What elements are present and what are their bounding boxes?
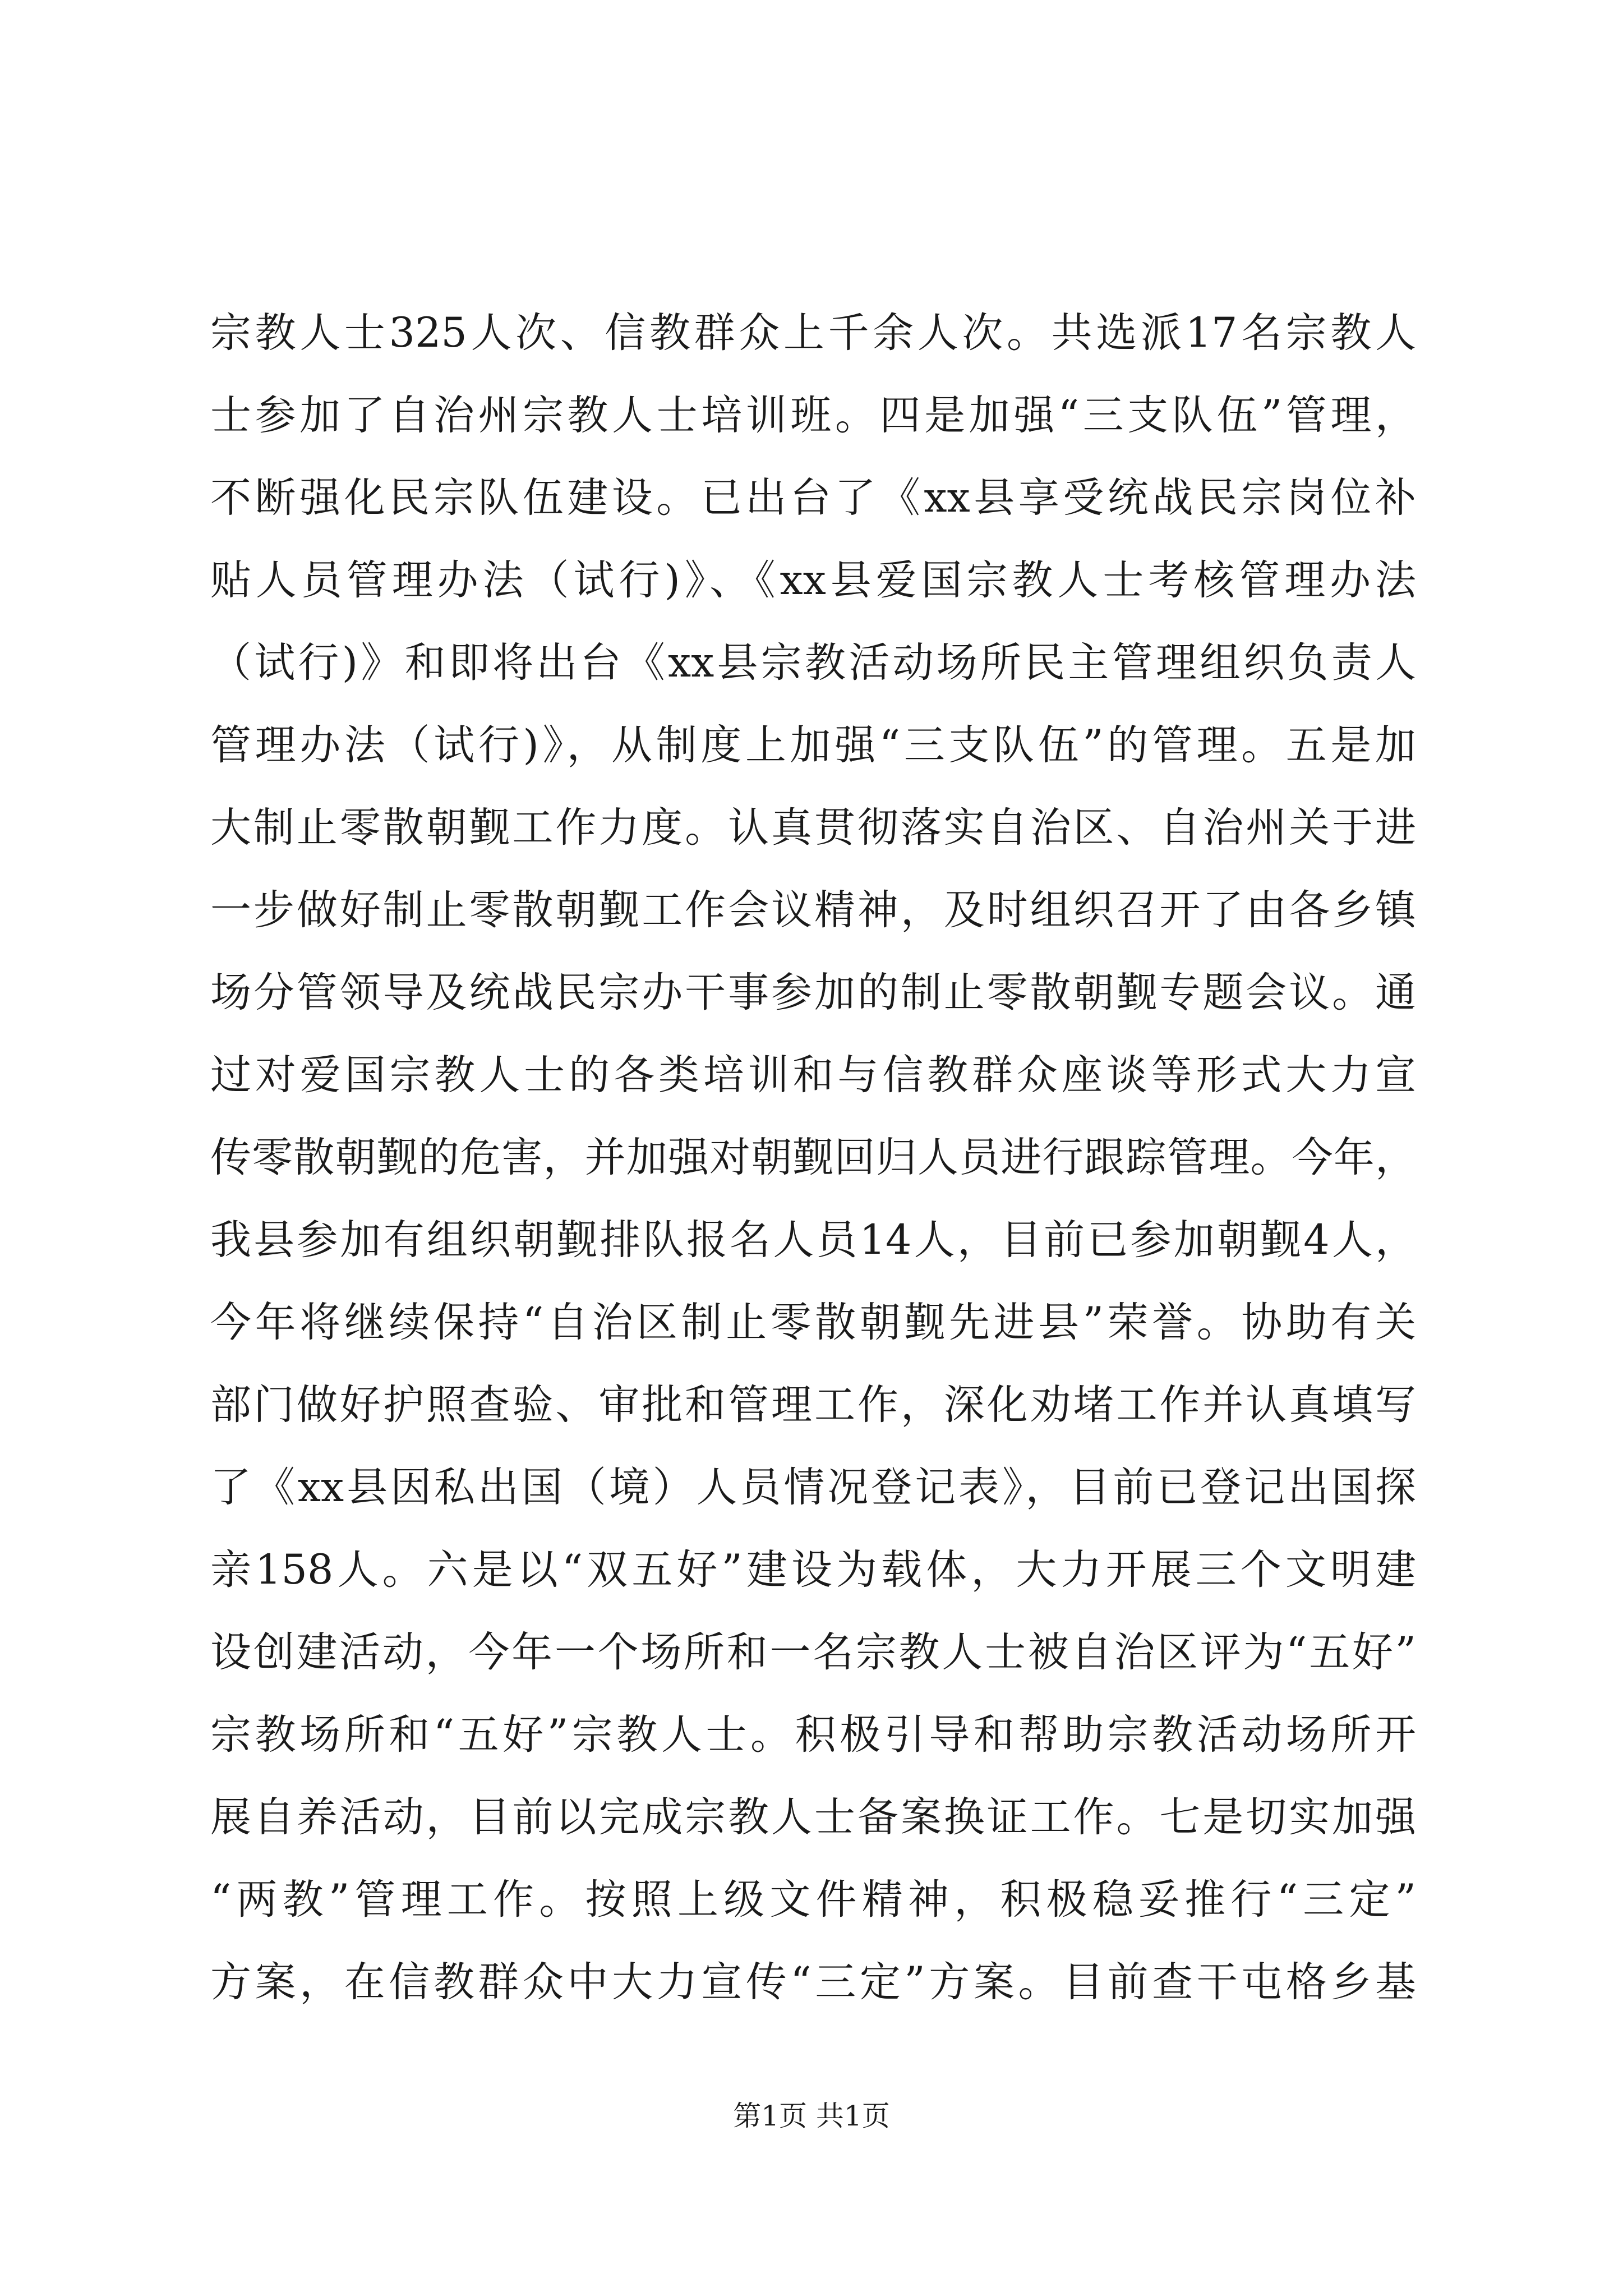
text-line: 贴人员管理办法（试行)》、《xx县爱国宗教人士考核管理办法 [210,556,1416,604]
text-line: 士参加了自治州宗教人士培训班。四是加强“三支队伍”管理， [210,392,1416,439]
text-line: 部门做好护照查验、审批和管理工作，深化劝堵工作并认真填写 [210,1381,1416,1429]
text-line: 管理办法（试行)》，从制度上加强“三支队伍”的管理。五是加 [210,721,1416,769]
text-line: 宗教人士325人次、信教群众上千余人次。共选派17名宗教人 [210,309,1416,357]
text-line: 展自养活动，目前以完成宗教人士备案换证工作。七是切实加强 [210,1793,1416,1841]
text-line: 传零散朝觐的危害，并加强对朝觐回归人员进行跟踪管理。今年， [210,1134,1416,1181]
text-line: 大制止零散朝觐工作力度。认真贯彻落实自治区、自治州关于进 [210,804,1416,852]
text-line: 设创建活动，今年一个场所和一名宗教人士被自治区评为“五好” [210,1628,1416,1676]
text-line: 宗教场所和“五好”宗教人士。积极引导和帮助宗教活动场所开 [210,1711,1416,1759]
text-line: 过对爱国宗教人士的各类培训和与信教群众座谈等形式大力宣 [210,1051,1416,1099]
text-line: 了《xx县因私出国（境）人员情况登记表》，目前已登记出国探 [210,1464,1416,1511]
text-line: 不断强化民宗队伍建设。已出台了《xx县享受统战民宗岗位补 [210,474,1416,522]
document-body [210,292,1416,2023]
page-footer: 第1页 共1页 [733,2100,890,2132]
text-line: 今年将继续保持“自治区制止零散朝觐先进县”荣誉。协助有关 [210,1299,1416,1346]
text-line: 方案，在信教群众中大力宣传“三定”方案。目前查干屯格乡基 [210,1958,1416,2006]
text-line: 亲158人。六是以“双五好”建设为载体，大力开展三个文明建 [210,1546,1416,1594]
text-line: “两教”管理工作。按照上级文件精神，积极稳妥推行“三定” [210,1876,1416,1924]
text-line: 一步做好制止零散朝觐工作会议精神，及时组织召开了由各乡镇 [210,886,1416,934]
text-line: （试行)》和即将出台《xx县宗教活动场所民主管理组织负责人 [210,639,1416,687]
text-line: 我县参加有组织朝觐排队报名人员14人，目前已参加朝觐4人， [210,1216,1416,1264]
text-line: 场分管领导及统战民宗办干事参加的制止零散朝觐专题会议。通 [210,969,1416,1016]
